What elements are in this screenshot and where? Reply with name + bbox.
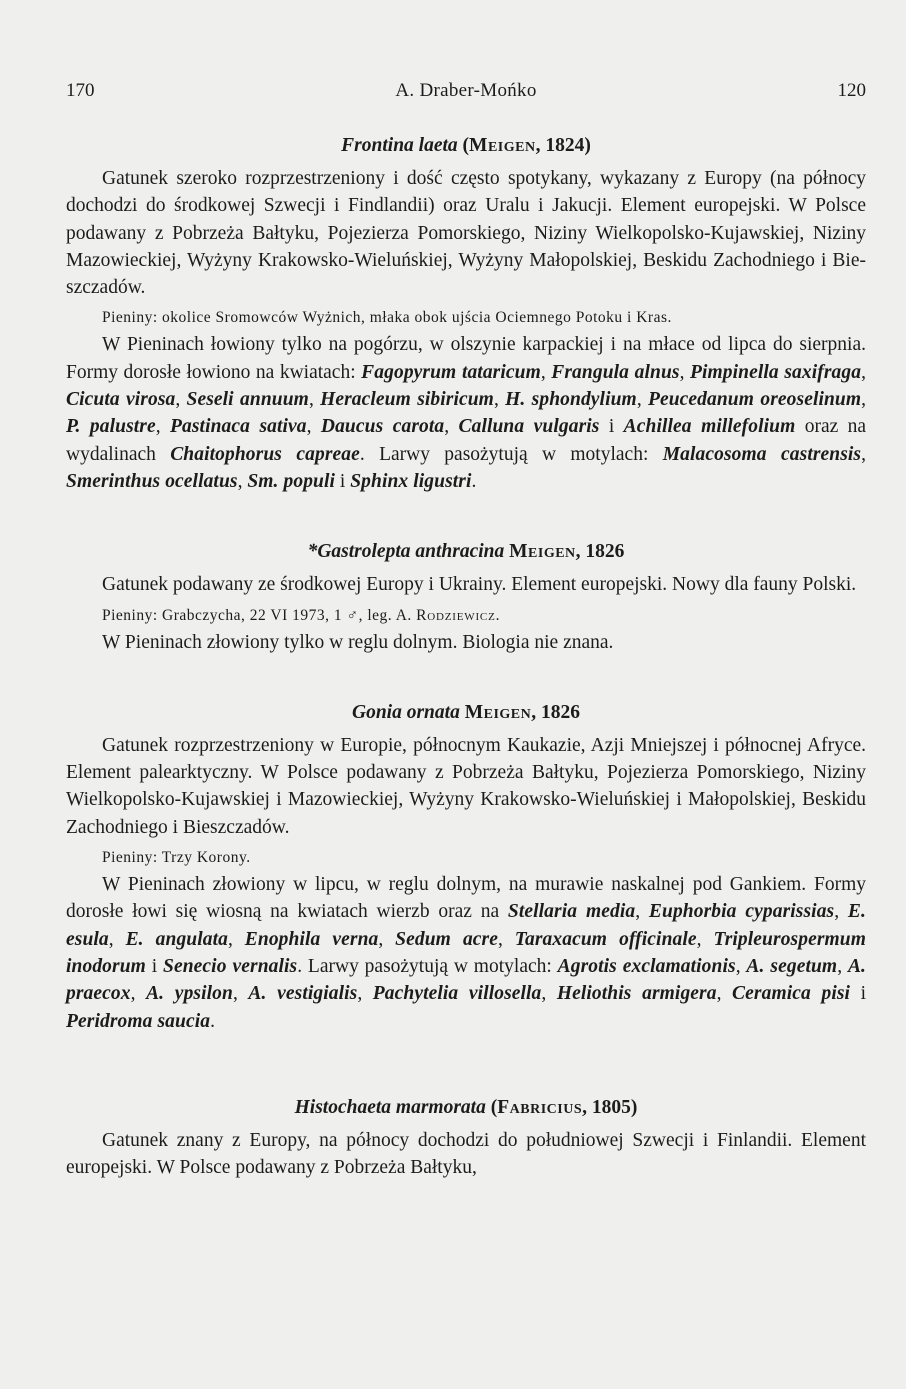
- species-author: Meigen: [509, 541, 576, 563]
- biology-paragraph: W Pieninach złowiony w lipcu, w reglu dolnym, na murawie naskalnej pod Gankiem. Formy dorosłe łowi się wiosną na kwiatach wierzb oraz na Stellaria media, Euphorbia cyparissias, E. esula, E. angulata, Enophila verna, Sedum acre, Taraxacum officinale, Tripleurospermum inodorum i Senecio vernalis. Larwy pasożytują w motylach: Agrotis exclamationis, A. segetum, A. praecox, A. ypsilon, A. vestigialis, Pachytelia villosella, Heliothis armigera, Ceramica pisi i Peridroma saucia.: [66, 874, 867, 1032]
- species-year: , 1805): [582, 1096, 638, 1118]
- species-heading: Histochaeta marmorata (Fabricius, 1805): [294, 1096, 638, 1118]
- latin-taxon-name: A. praecox: [66, 955, 867, 1005]
- latin-taxon-name: Tripleurospermum inodorum: [66, 928, 867, 977]
- latin-taxon-name: Agrotis exclamationis: [557, 955, 736, 977]
- biology-paragraph: W Pieninach złowiony tylko w reglu dolnym. Biologia nie znana.: [102, 631, 614, 653]
- species-heading: Frontina laeta (Meigen, 1824): [341, 135, 591, 156]
- latin-taxon-name: Stellaria media: [507, 901, 636, 923]
- locality-record: Pieniny: Trzy Korony.: [102, 849, 251, 867]
- species-heading: [66, 537, 866, 567]
- latin-taxon-name: A. segetum: [746, 955, 838, 977]
- latin-taxon-name: Smerinthus ocellatus: [66, 470, 238, 492]
- latin-taxon-name: P. palustre: [66, 416, 156, 438]
- latin-taxon-name: Senecio vernalis: [163, 955, 298, 977]
- latin-taxon-name: Taraxacum officinale: [514, 928, 697, 950]
- running-header: [66, 80, 866, 110]
- latin-taxon-name: Daucus carota: [320, 416, 445, 438]
- latin-taxon-name: H. sphondylium: [505, 389, 637, 411]
- latin-taxon-name: A. ypsilon: [146, 983, 233, 1005]
- page-number-left: 170: [66, 80, 95, 101]
- species-author: Meigen: [464, 701, 532, 723]
- distribution-paragraph: Gatunek podawany ze środkowej Europy i Ukrainy. Element europejski. Nowy dla fauny Polski.: [102, 574, 857, 596]
- species-name: Frontina laeta: [341, 135, 458, 156]
- species-section-histochaeta-marmorata: [66, 1093, 866, 1182]
- distribution-paragraph: Gatunek znany z Europy, na północy dochodzi do południowej Szwecji i Finlandii. Element europejski. W Polsce podawany z Pobrzeża Bałtyku,: [66, 1129, 866, 1179]
- species-name: Gastrolepta anthracina: [317, 541, 505, 563]
- latin-taxon-name: Peucedanum oreoselinum: [647, 389, 862, 411]
- species-heading: [66, 698, 866, 728]
- new-record-marker: *: [307, 541, 318, 563]
- species-section-gonia-ornata: [66, 698, 866, 1035]
- latin-taxon-name: Calluna vulgaris: [458, 416, 600, 438]
- latin-taxon-name: Pastinaca sativa: [170, 416, 307, 438]
- latin-taxon-name: E. angulata: [125, 928, 228, 950]
- species-author: Meigen: [469, 135, 536, 156]
- latin-taxon-name: Pimpinella saxifraga: [690, 361, 862, 383]
- species-year: , 1826: [531, 701, 580, 723]
- species-year: , 1824): [535, 135, 591, 156]
- species-name: Histochaeta marmorata: [294, 1096, 486, 1118]
- species-author: Fabricius: [497, 1096, 583, 1118]
- latin-taxon-name: Fagopyrum tataricum: [361, 361, 541, 383]
- page-content: [66, 131, 866, 1181]
- latin-taxon-name: Sphinx ligustri: [350, 470, 472, 492]
- locality-record: Pieniny: okolice Sromowców Wyżnich, młaka obok ujścia Ociemnego Potoku i Kras.: [102, 309, 672, 327]
- page-number-right: 120: [837, 80, 866, 101]
- latin-taxon-name: Enophila verna: [244, 928, 379, 950]
- latin-taxon-name: Peridroma saucia: [66, 1010, 211, 1032]
- latin-taxon-name: Pachytelia villosella: [372, 983, 542, 1005]
- distribution-paragraph: Gatunek szeroko rozprzestrzeniony i dość często spotykany, wykazany z Europy (na północy dochodzi do środkowej Szwecji i Findlandii) oraz Uralu i Jakucji. Element europejski. W Polsce podawany z Pobrzeża Bałtyku, Pojezierza Pomorskiego, Niziny Wielkopolsko-Kujawskiej, Niziny Mazowieckiej, Wyżyny Krakowsko-Wieluńskiej, Wyżyny Małopolskiej, Beskidu Zachodniego i Bieszczadów.: [66, 168, 866, 299]
- latin-taxon-name: Euphorbia cyparissias: [648, 901, 835, 923]
- species-section-frontina-laeta: [66, 131, 866, 495]
- latin-taxon-name: Sm. populi: [247, 470, 336, 492]
- biology-paragraph: W Pieninach łowiony tylko na pogórzu, w olszynie karpackiej i na młace od lipca do sierpnia. Formy dorosłe łowiono na kwiatach: Fagopyrum tataricum, Frangula alnus, Pimpinella saxifraga, Cicuta virosa, Seseli annuum, Heracleum sibiricum, H. sphondylium, Peucedanum oreoselinum, P. palustre, Pastinaca sativa, Daucus carota, Calluna vulgaris i Achillea millefolium oraz na wydalinach Chaitophorus capreae. Larwy pasożytują w motylach: Malacosoma castrensis, Smerinthus ocellatus, Sm. populi i Sphinx ligustri.: [66, 334, 867, 492]
- species-year: , 1826: [575, 541, 625, 563]
- latin-taxon-name: A. vestigialis: [248, 983, 358, 1005]
- latin-taxon-name: Achillea millefolium: [623, 416, 796, 438]
- running-title: A. Draber-Mońko: [395, 80, 537, 101]
- latin-taxon-name: Sedum acre: [395, 928, 498, 950]
- latin-taxon-name: Cicuta virosa: [66, 389, 176, 411]
- latin-taxon-name: Ceramica pisi: [732, 983, 851, 1005]
- locality-record: Pieniny: Grabczycha, 22 VI 1973, 1 ♂, leg. A. Rodziewicz.: [102, 606, 500, 624]
- collector-name: Rodziewicz: [416, 606, 496, 624]
- latin-taxon-name: Frangula alnus: [551, 361, 680, 383]
- latin-taxon-name: Heliothis armigera: [556, 983, 717, 1005]
- latin-taxon-name: Malacosoma castrensis: [662, 443, 862, 465]
- species-name: Gonia ornata: [352, 701, 460, 723]
- latin-taxon-name: Heracleum sibiricum: [320, 389, 494, 411]
- distribution-paragraph: Gatunek rozprzestrzeniony w Europie, północnym Kaukazie, Azji Mniejszej i północnej Afryce. Element palearktyczny. W Polsce podawany z Pobrzeża Bałtyku, Pojezierza Pomorskiego, Niziny Wielkopolsko-Kujawskiej i Mazowieckiej, Wyżyny Krakowsko-Wieluńskiej i Małopolskiej, Beskidu Zachodniego i Bieszczadów.: [66, 734, 866, 838]
- species-section-gastrolepta-anthracina: [66, 537, 866, 656]
- latin-taxon-name: Chaitophorus capreae: [170, 443, 360, 465]
- latin-taxon-name: Seseli annuum: [186, 389, 309, 411]
- latin-taxon-name: E. esula: [66, 901, 867, 950]
